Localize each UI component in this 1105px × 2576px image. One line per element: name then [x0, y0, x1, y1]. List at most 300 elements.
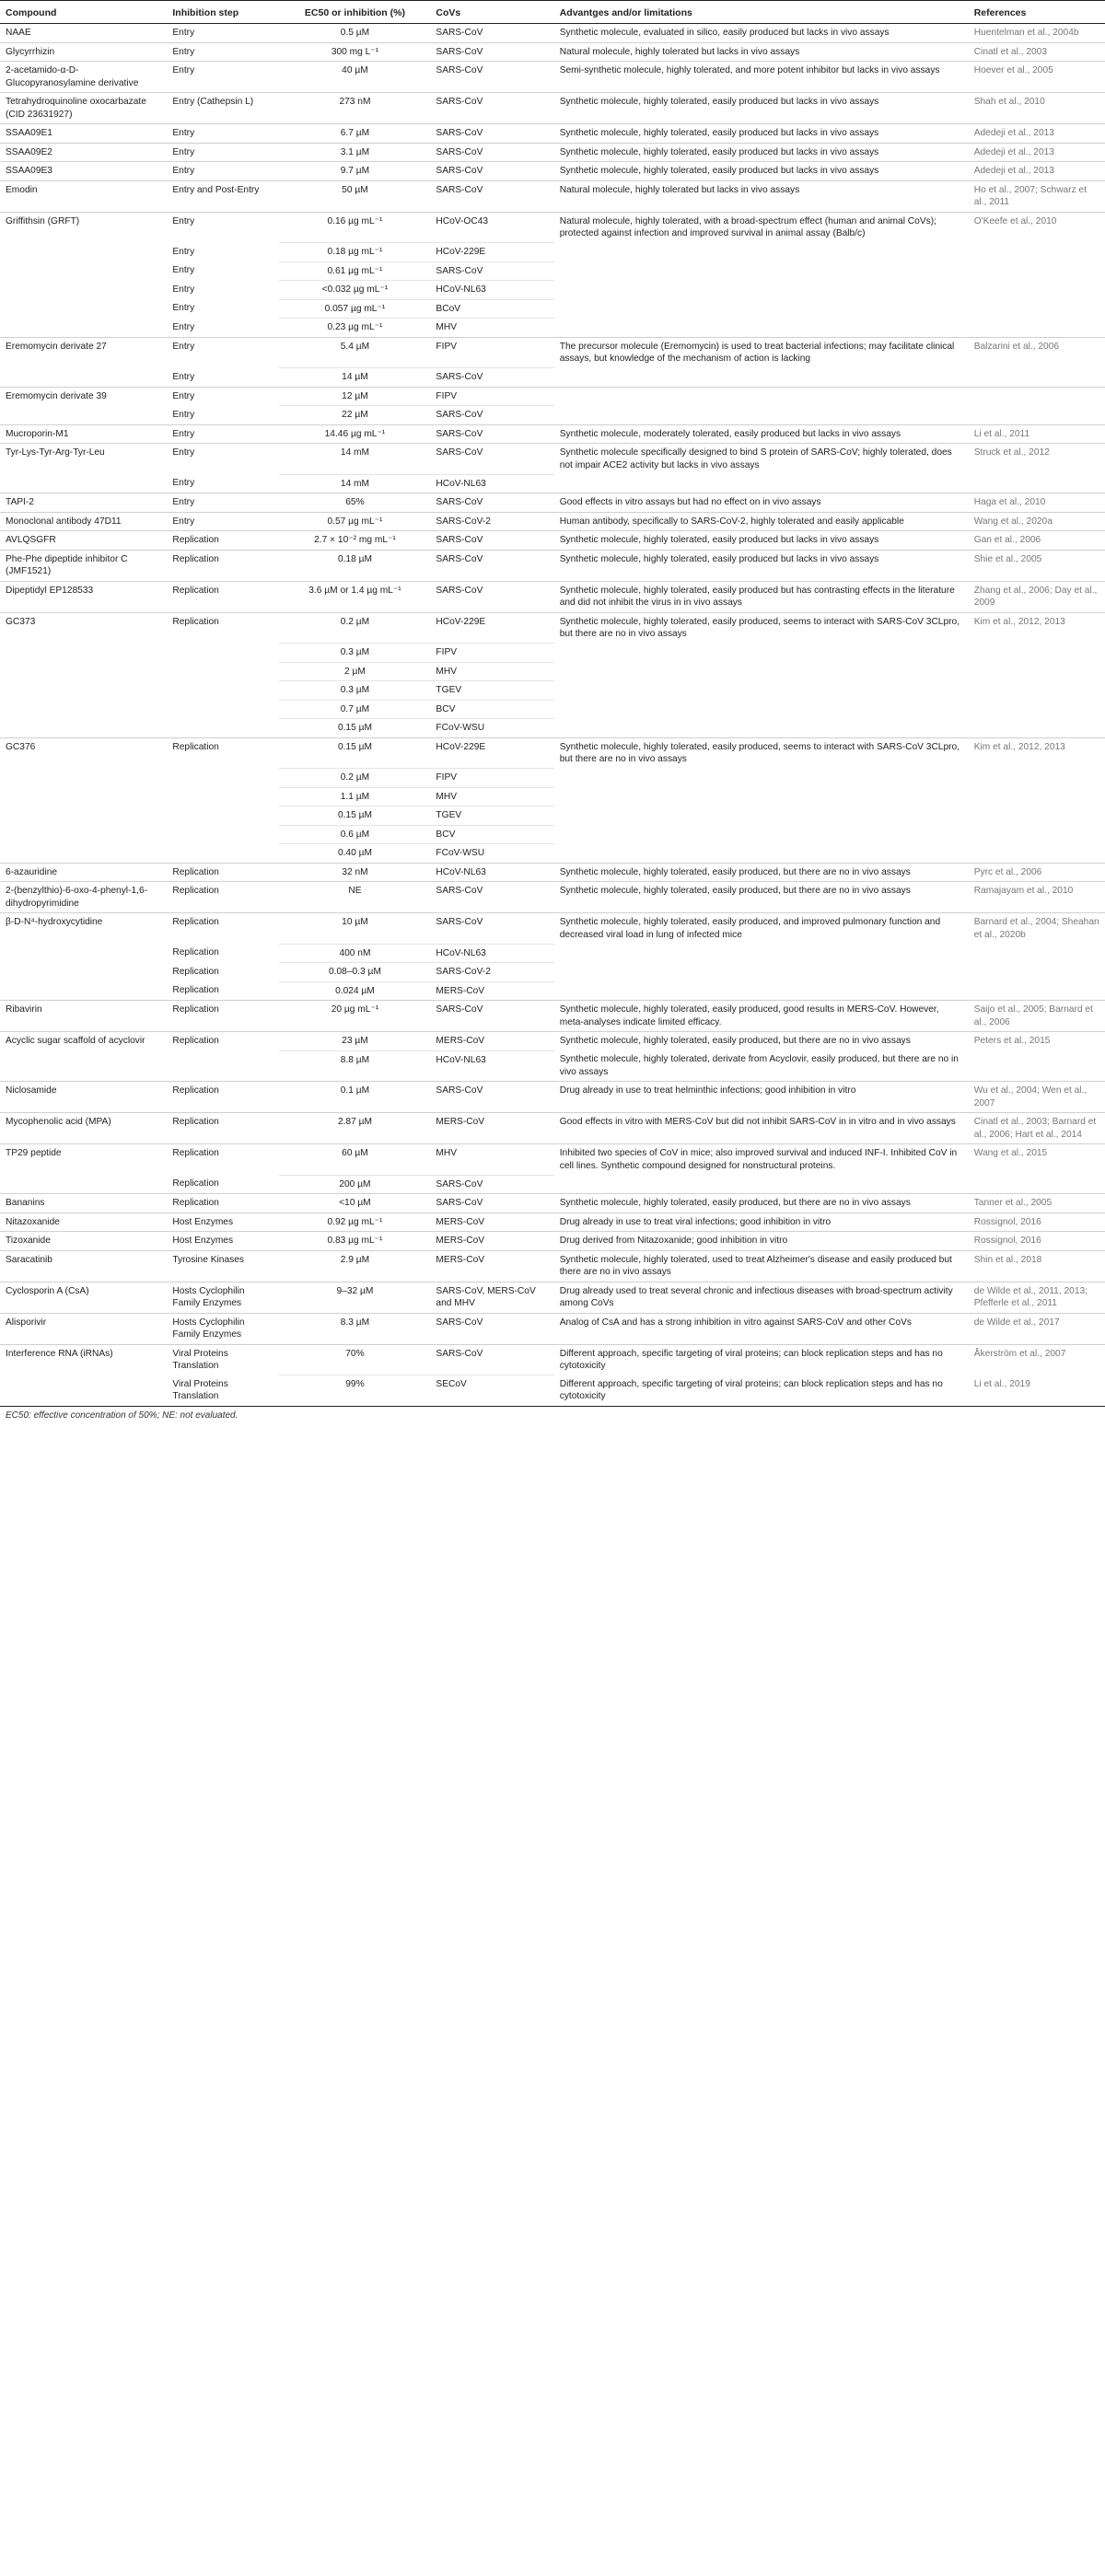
- step-cell: Entry: [172, 265, 195, 275]
- table-row: [0, 424, 1105, 444]
- compound-cell: [0, 681, 167, 701]
- step-cell: Entry: [167, 162, 279, 181]
- reference-cell: O'Keefe et al., 2010: [969, 212, 1105, 243]
- reference-cell: Rossignol, 2016: [969, 1232, 1105, 1251]
- reference-cell: de Wilde et al., 2017: [969, 1313, 1105, 1344]
- compound-cell: Alisporivir: [0, 1313, 167, 1344]
- reference-cell: [969, 719, 1105, 738]
- ec50-cell: 6.7 µM: [279, 124, 430, 144]
- compound-cell: Tetrahydroquinoline oxocarbazate (CID 23631927): [0, 93, 167, 124]
- ec50-cell: 99%: [279, 1375, 430, 1407]
- reference-cell: [969, 963, 1105, 982]
- reference-cell: [969, 700, 1105, 719]
- table-row: [0, 143, 1105, 162]
- step-cell: Replication: [172, 947, 219, 957]
- reference-cell: Shin et al., 2018: [969, 1250, 1105, 1282]
- advantages-cell: Synthetic molecule, highly tolerated, easily produced but has contrasting effects in the literature and did not inhibit the virus in in vivo assays: [554, 581, 969, 612]
- advantages-cell: Different approach, specific targeting of viral proteins; can block replication steps and has no cytotoxicity: [554, 1344, 969, 1375]
- cov-cell: MERS-CoV: [430, 1250, 553, 1282]
- table-row: [0, 1213, 1105, 1232]
- advantages-cell: Different approach, specific targeting of viral proteins; can block replication steps and has no cytotoxicity: [554, 1375, 969, 1407]
- table-row: [0, 1144, 1105, 1176]
- table-row: [0, 319, 1105, 338]
- cov-cell: MERS-CoV: [430, 1032, 553, 1051]
- table-body: [0, 24, 1105, 1407]
- cov-cell: MHV: [430, 787, 553, 806]
- advantages-cell: [554, 825, 969, 844]
- cov-cell: BCV: [430, 825, 553, 844]
- cov-cell: SARS-CoV: [430, 180, 553, 212]
- reference-cell: Cinatl et al., 2003; Barnard et al., 2006; Hart et al., 2014: [969, 1113, 1105, 1144]
- compound-cell: β-D-N⁴-hydroxycytidine: [0, 913, 167, 945]
- reference-cell: Wu et al., 2004; Wen et al., 2007: [969, 1082, 1105, 1113]
- cov-cell: SARS-CoV: [430, 1082, 553, 1113]
- reference-cell: [969, 281, 1105, 300]
- advantages-cell: [554, 981, 969, 1001]
- reference-cell: [969, 644, 1105, 663]
- advantages-cell: [554, 806, 969, 826]
- table-row: [0, 944, 1105, 963]
- table-row: [0, 512, 1105, 531]
- advantages-cell: Drug already in use to treat viral infections; good inhibition in vitro: [554, 1213, 969, 1232]
- ec50-cell: 2.7 × 10⁻² mg mL⁻¹: [279, 531, 430, 551]
- compound-cell: Monoclonal antibody 47D11: [0, 512, 167, 531]
- table-row: [0, 1001, 1105, 1032]
- table-row: [0, 531, 1105, 551]
- ec50-cell: 9–32 µM: [279, 1282, 430, 1313]
- cov-cell: FCoV-WSU: [430, 719, 553, 738]
- advantages-cell: Synthetic molecule, evaluated in silico, easily produced but lacks in vivo assays: [554, 24, 969, 43]
- advantages-cell: Synthetic molecule, highly tolerated, easily produced but lacks in vivo assays: [554, 124, 969, 144]
- cov-cell: SARS-CoV: [430, 24, 553, 43]
- step-cell: [167, 644, 279, 663]
- compound-cell: [0, 981, 167, 1001]
- table-row: [0, 769, 1105, 788]
- table-row: [0, 913, 1105, 945]
- cov-cell: SARS-CoV: [430, 62, 553, 93]
- cov-cell: BCoV: [430, 299, 553, 319]
- cov-cell: MERS-CoV: [430, 981, 553, 1001]
- advantages-cell: [554, 281, 969, 300]
- header-ec50: EC50 or inhibition (%): [279, 1, 430, 24]
- table-row: [0, 844, 1105, 864]
- reference-cell: Adedeji et al., 2013: [969, 162, 1105, 181]
- compound-cell: Phe-Phe dipeptide inhibitor C (JMF1521): [0, 550, 167, 581]
- cov-cell: HCoV-229E: [430, 243, 553, 262]
- ec50-cell: 0.08–0.3 µM: [279, 963, 430, 982]
- advantages-cell: [554, 963, 969, 982]
- reference-cell: Wang et al., 2020a: [969, 512, 1105, 531]
- advantages-cell: Good effects in vitro with MERS-CoV but did not inhibit SARS-CoV in in vitro and in vivo assays: [554, 1113, 969, 1144]
- reference-cell: Li et al., 2011: [969, 424, 1105, 444]
- ec50-cell: 300 mg L⁻¹: [279, 42, 430, 62]
- cov-cell: SARS-CoV-2: [430, 963, 553, 982]
- step-cell: Entry: [172, 284, 195, 295]
- compound-cell: Tizoxanide: [0, 1232, 167, 1251]
- cov-cell: MERS-CoV: [430, 1113, 553, 1144]
- advantages-cell: Semi-synthetic molecule, highly tolerated, and more potent inhibitor but lacks in vivo assays: [554, 62, 969, 93]
- ec50-cell: 3.1 µM: [279, 143, 430, 162]
- compound-cell: [0, 261, 167, 281]
- reference-cell: [969, 844, 1105, 864]
- ec50-cell: 22 µM: [279, 406, 430, 425]
- table-row: [0, 474, 1105, 493]
- cov-cell: FCoV-WSU: [430, 844, 553, 864]
- advantages-cell: [554, 944, 969, 963]
- table-row: [0, 882, 1105, 913]
- table-row: [0, 243, 1105, 262]
- advantages-cell: [554, 474, 969, 493]
- step-cell: [167, 700, 279, 719]
- compound-cell: [0, 700, 167, 719]
- table-row: [0, 1175, 1105, 1194]
- compound-cell: Dipeptidyl EP128533: [0, 581, 167, 612]
- table-row: [0, 387, 1105, 406]
- ec50-cell: 12 µM: [279, 387, 430, 406]
- ec50-cell: 0.3 µM: [279, 681, 430, 701]
- step-cell: Replication: [167, 737, 279, 769]
- reference-cell: [969, 387, 1105, 406]
- header-inhibition-step: Inhibition step: [167, 1, 279, 24]
- compound-cell: Glycyrrhizin: [0, 42, 167, 62]
- ec50-cell: 65%: [279, 493, 430, 513]
- step-cell: [167, 825, 279, 844]
- cov-cell: SARS-CoV: [430, 444, 553, 475]
- step-cell: Tyrosine Kinases: [167, 1250, 279, 1282]
- compound-cell: [0, 1175, 167, 1194]
- step-cell: Entry: [167, 424, 279, 444]
- reference-cell: [969, 243, 1105, 262]
- ec50-cell: 0.18 µg mL⁻¹: [279, 243, 430, 262]
- compound-cell: Acyclic sugar scaffold of acyclovir: [0, 1032, 167, 1051]
- table-row: [0, 124, 1105, 144]
- step-cell: Host Enzymes: [167, 1213, 279, 1232]
- step-cell: Entry (Cathepsin L): [167, 93, 279, 124]
- compound-cell: [0, 474, 167, 493]
- reference-cell: Balzarini et al., 2006: [969, 337, 1105, 368]
- reference-cell: Hoever et al., 2005: [969, 62, 1105, 93]
- compound-cell: [0, 825, 167, 844]
- header-compound: Compound: [0, 1, 167, 24]
- advantages-cell: Synthetic molecule, highly tolerated, easily produced but lacks in vivo assays: [554, 162, 969, 181]
- table-row: [0, 1344, 1105, 1375]
- compound-cell: GC376: [0, 737, 167, 769]
- step-cell: Host Enzymes: [167, 1232, 279, 1251]
- step-cell: [167, 787, 279, 806]
- table-row: [0, 1113, 1105, 1144]
- ec50-cell: 0.23 µg mL⁻¹: [279, 319, 430, 338]
- ec50-cell: 2 µM: [279, 662, 430, 681]
- advantages-cell: Drug already used to treat several chronic and infectious diseases with broad-spectrum activity among CoVs: [554, 1282, 969, 1313]
- step-cell: Entry: [167, 24, 279, 43]
- ec50-cell: 400 nM: [279, 944, 430, 963]
- step-cell: Replication: [167, 581, 279, 612]
- reference-cell: [969, 1175, 1105, 1194]
- advantages-cell: [554, 243, 969, 262]
- step-cell: Replication: [167, 1144, 279, 1176]
- step-cell: [167, 681, 279, 701]
- compound-cell: Ribavirin: [0, 1001, 167, 1032]
- compound-cell: SSAA09E1: [0, 124, 167, 144]
- reference-cell: Shie et al., 2005: [969, 550, 1105, 581]
- reference-cell: [969, 769, 1105, 788]
- ec50-cell: 50 µM: [279, 180, 430, 212]
- cov-cell: MERS-CoV: [430, 1213, 553, 1232]
- cov-cell: MHV: [430, 662, 553, 681]
- step-cell: Viral Proteins Translation: [167, 1344, 279, 1375]
- compound-cell: 2-(benzylthio)-6-oxo-4-phenyl-1,6-dihydropyrimidine: [0, 882, 167, 913]
- table-row: [0, 62, 1105, 93]
- advantages-cell: Synthetic molecule, highly tolerated, easily produced but lacks in vivo assays: [554, 93, 969, 124]
- reference-cell: Struck et al., 2012: [969, 444, 1105, 475]
- cov-cell: TGEV: [430, 806, 553, 826]
- step-cell: Entry: [167, 124, 279, 144]
- compound-cell: Niclosamide: [0, 1082, 167, 1113]
- ec50-cell: 0.7 µM: [279, 700, 430, 719]
- advantages-cell: Natural molecule, highly tolerated, with a broad-spectrum effect (human and animal CoVs); protected against infection and improved survival in animal assay (Balb/c): [554, 212, 969, 243]
- cov-cell: SARS-CoV: [430, 1344, 553, 1375]
- step-cell: Entry: [167, 512, 279, 531]
- ec50-cell: 8.8 µM: [279, 1050, 430, 1082]
- ec50-cell: 200 µM: [279, 1175, 430, 1194]
- step-cell: Replication: [167, 550, 279, 581]
- advantages-cell: Synthetic molecule, highly tolerated, easily produced, seems to interact with SARS-CoV 3CLpro, but there are no in vivo assays: [554, 737, 969, 769]
- ec50-cell: 32 nM: [279, 863, 430, 882]
- cov-cell: MHV: [430, 1144, 553, 1176]
- table-row: [0, 662, 1105, 681]
- reference-cell: [969, 1050, 1105, 1082]
- compound-cell: 2-acetamido-α-D-Glucopyranosylamine derivative: [0, 62, 167, 93]
- advantages-cell: Drug derived from Nitazoxanide; good inhibition in vitro: [554, 1232, 969, 1251]
- ec50-cell: 0.5 µM: [279, 24, 430, 43]
- cov-cell: MERS-CoV: [430, 1232, 553, 1251]
- compound-cell: [0, 806, 167, 826]
- ec50-cell: 0.83 µg mL⁻¹: [279, 1232, 430, 1251]
- table-row: [0, 368, 1105, 388]
- ec50-cell: 14.46 µg mL⁻¹: [279, 424, 430, 444]
- reference-cell: Gan et al., 2006: [969, 531, 1105, 551]
- step-cell: Entry: [172, 478, 195, 488]
- cov-cell: SARS-CoV-2: [430, 512, 553, 531]
- ec50-cell: 0.16 µg mL⁻¹: [279, 212, 430, 243]
- compound-cell: [0, 406, 167, 425]
- cov-cell: SARS-CoV: [430, 406, 553, 425]
- header-advantages: Advantges and/or limitations: [554, 1, 969, 24]
- compound-cell: Bananins: [0, 1194, 167, 1213]
- table-row: [0, 700, 1105, 719]
- table-row: [0, 737, 1105, 769]
- reference-cell: Tanner et al., 2005: [969, 1194, 1105, 1213]
- cov-cell: SARS-CoV: [430, 1194, 553, 1213]
- compound-cell: [0, 787, 167, 806]
- advantages-cell: [554, 299, 969, 319]
- advantages-cell: [554, 368, 969, 388]
- table-row: [0, 162, 1105, 181]
- ec50-cell: 0.18 µM: [279, 550, 430, 581]
- advantages-cell: Synthetic molecule, highly tolerated, derivate from Acyclovir, easily produced, but there are no in vivo assays: [559, 1054, 959, 1077]
- advantages-cell: Synthetic molecule specifically designed to bind S protein of SARS-CoV; highly tolerated, does not impair ACE2 activity but lacks in vivo assays: [554, 444, 969, 475]
- table-row: [0, 1050, 1105, 1082]
- compound-cell: [0, 844, 167, 864]
- advantages-cell: Synthetic molecule, highly tolerated, used to treat Alzheimer's disease and easily produced but there are no in vivo assays: [554, 1250, 969, 1282]
- cov-cell: HCoV-NL63: [430, 474, 553, 493]
- compound-cell: [0, 769, 167, 788]
- advantages-cell: The precursor molecule (Eremomycin) is used to treat bacterial infections; may facilitate clinical assays, but knowledge of the mechanism of action is lacking: [554, 337, 969, 368]
- reference-cell: [969, 681, 1105, 701]
- step-cell: Replication: [167, 1032, 279, 1051]
- advantages-cell: Natural molecule, highly tolerated but lacks in vivo assays: [554, 180, 969, 212]
- compound-cell: NAAE: [0, 24, 167, 43]
- step-cell: Entry: [167, 493, 279, 513]
- compound-cell: Eremomycin derivate 27: [0, 337, 167, 368]
- step-cell: [167, 719, 279, 738]
- step-cell: Entry: [167, 62, 279, 93]
- table-row: [0, 1313, 1105, 1344]
- ec50-cell: 0.2 µM: [279, 612, 430, 644]
- table-row: [0, 787, 1105, 806]
- compound-cell: [0, 963, 167, 982]
- table-row: [0, 863, 1105, 882]
- cov-cell: HCoV-NL63: [430, 944, 553, 963]
- reference-cell: Adedeji et al., 2013: [969, 124, 1105, 144]
- cov-cell: SARS-CoV: [430, 581, 553, 612]
- advantages-cell: Synthetic molecule, highly tolerated, easily produced but lacks in vivo assays: [554, 531, 969, 551]
- advantages-cell: Inhibited two species of CoV in mice; also improved survival and induced INF-I. Inhibited CoV in cell lines. Synthetic compound designed for nonstructural proteins.: [554, 1144, 969, 1176]
- compound-cell: [0, 281, 167, 300]
- cov-cell: FIPV: [430, 387, 553, 406]
- advantages-cell: [554, 681, 969, 701]
- advantages-cell: Synthetic molecule, highly tolerated, easily produced, but there are no in vivo assays: [554, 863, 969, 882]
- reference-cell: [969, 368, 1105, 388]
- ec50-cell: NE: [279, 882, 430, 913]
- cov-cell: SARS-CoV: [430, 143, 553, 162]
- cov-cell: SARS-CoV: [430, 550, 553, 581]
- compound-cell: TAPI-2: [0, 493, 167, 513]
- table-row: [0, 406, 1105, 425]
- advantages-cell: [554, 644, 969, 663]
- step-cell: Replication: [167, 612, 279, 644]
- table-row: [0, 281, 1105, 300]
- ec50-cell: 1.1 µM: [279, 787, 430, 806]
- step-cell: Replication: [172, 985, 219, 995]
- step-cell: Viral Proteins Translation: [167, 1375, 279, 1407]
- advantages-cell: Synthetic molecule, highly tolerated, easily produced, but there are no in vivo assays: [554, 1194, 969, 1213]
- compound-cell: Interference RNA (iRNAs): [0, 1344, 167, 1375]
- step-cell: Hosts Cyclophilin Family Enzymes: [167, 1313, 279, 1344]
- reference-cell: Li et al., 2019: [969, 1375, 1105, 1407]
- table-row: [0, 1375, 1105, 1407]
- advantages-cell: Natural molecule, highly tolerated but lacks in vivo assays: [554, 42, 969, 62]
- reference-cell: Haga et al., 2010: [969, 493, 1105, 513]
- compound-cell: [0, 644, 167, 663]
- cov-cell: MHV: [430, 319, 553, 338]
- compound-cell: SSAA09E2: [0, 143, 167, 162]
- cov-cell: SARS-CoV: [430, 42, 553, 62]
- cov-cell: SARS-CoV: [430, 261, 553, 281]
- advantages-cell: Human antibody, specifically to SARS-CoV-2, highly tolerated and easily applicable: [554, 512, 969, 531]
- step-cell: Replication: [167, 913, 279, 945]
- advantages-cell: [554, 700, 969, 719]
- reference-cell: Kim et al., 2012, 2013: [969, 612, 1105, 644]
- step-cell: Entry: [172, 303, 195, 313]
- step-cell: Entry: [167, 143, 279, 162]
- step-cell: Replication: [167, 882, 279, 913]
- table-row: [0, 681, 1105, 701]
- step-cell: [167, 769, 279, 788]
- advantages-cell: Synthetic molecule, highly tolerated, easily produced, good results in MERS-CoV. However, meta-analyses indicate limited efficacy.: [554, 1001, 969, 1032]
- table-row: [0, 444, 1105, 475]
- advantages-cell: Synthetic molecule, highly tolerated, easily produced, and improved pulmonary function and decreased viral load in lung of infected mice: [554, 913, 969, 945]
- table-row: [0, 42, 1105, 62]
- advantages-cell: Synthetic molecule, highly tolerated, easily produced but lacks in vivo assays: [554, 550, 969, 581]
- ec50-cell: 8.3 µM: [279, 1313, 430, 1344]
- step-cell: Replication: [172, 966, 219, 977]
- reference-cell: Pyrc et al., 2006: [969, 863, 1105, 882]
- ec50-cell: 0.6 µM: [279, 825, 430, 844]
- compound-cell: [0, 299, 167, 319]
- ec50-cell: 273 nM: [279, 93, 430, 124]
- ec50-cell: 0.57 µg mL⁻¹: [279, 512, 430, 531]
- table-row: [0, 24, 1105, 43]
- ec50-cell: 14 mM: [279, 444, 430, 475]
- advantages-cell: Synthetic molecule, highly tolerated, easily produced but lacks in vivo assays: [554, 143, 969, 162]
- step-cell: Entry: [172, 321, 195, 332]
- compound-cell: Emodin: [0, 180, 167, 212]
- step-cell: Entry: [167, 337, 279, 368]
- reference-cell: [969, 944, 1105, 963]
- table-row: [0, 981, 1105, 1001]
- header-covs: CoVs: [430, 1, 553, 24]
- advantages-cell: [554, 719, 969, 738]
- cov-cell: FIPV: [430, 644, 553, 663]
- compound-cell: [0, 243, 167, 262]
- reference-cell: Ramajayam et al., 2010: [969, 882, 1105, 913]
- ec50-cell: 0.15 µM: [279, 719, 430, 738]
- ec50-cell: 14 µM: [279, 368, 430, 388]
- header-references: References: [969, 1, 1105, 24]
- step-cell: Entry: [167, 42, 279, 62]
- ec50-cell: 0.40 µM: [279, 844, 430, 864]
- advantages-cell: Synthetic molecule, moderately tolerated, easily produced but lacks in vivo assays: [554, 424, 969, 444]
- table-row: [0, 299, 1105, 319]
- cov-cell: SARS-CoV, MERS-CoV and MHV: [430, 1282, 553, 1313]
- table-row: [0, 337, 1105, 368]
- advantages-cell: [554, 406, 969, 425]
- compound-cell: Cyclosporin A (CsA): [0, 1282, 167, 1313]
- cov-cell: SARS-CoV: [430, 1313, 553, 1344]
- ec50-cell: 70%: [279, 1344, 430, 1375]
- ec50-cell: 10 µM: [279, 913, 430, 945]
- step-cell: Replication: [167, 531, 279, 551]
- reference-cell: Adedeji et al., 2013: [969, 143, 1105, 162]
- ec50-cell: 40 µM: [279, 62, 430, 93]
- advantages-cell: [554, 387, 969, 406]
- cov-cell: SARS-CoV: [430, 124, 553, 144]
- cov-cell: SARS-CoV: [430, 368, 553, 388]
- cov-cell: HCoV-229E: [430, 737, 553, 769]
- reference-cell: [969, 806, 1105, 826]
- table-row: [0, 1032, 1105, 1051]
- compound-cell: TP29 peptide: [0, 1144, 167, 1176]
- table-row: [0, 963, 1105, 982]
- advantages-cell: Synthetic molecule, highly tolerated, easily produced, but there are no in vivo assays: [554, 1032, 969, 1051]
- table-header-row: [0, 1, 1105, 24]
- reference-cell: Kim et al., 2012, 2013: [969, 737, 1105, 769]
- reference-cell: [969, 406, 1105, 425]
- step-cell: Replication: [172, 1178, 219, 1189]
- advantages-cell: Synthetic molecule, highly tolerated, easily produced, seems to interact with SARS-CoV 3CLpro, but there are no in vivo assays: [554, 612, 969, 644]
- ec50-cell: 2.87 µM: [279, 1113, 430, 1144]
